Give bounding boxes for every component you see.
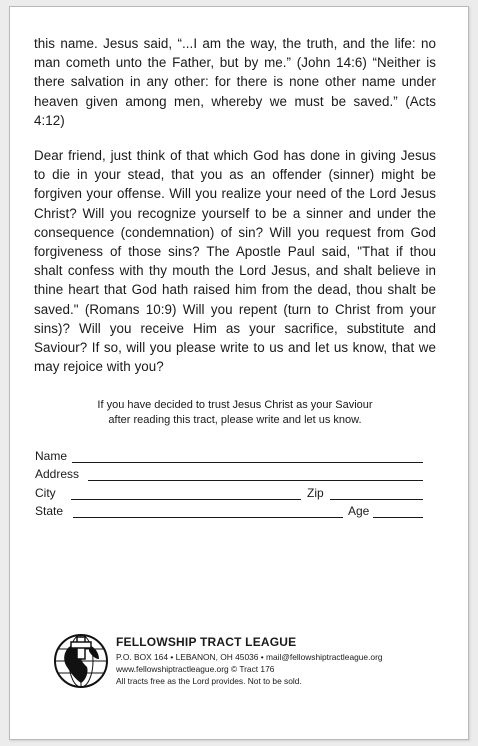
- name-field[interactable]: [35, 448, 423, 464]
- state-label: State: [35, 504, 64, 518]
- city-line[interactable]: [71, 499, 301, 500]
- zip-label: Zip: [307, 486, 324, 500]
- free-tracts-note: All tracts free as the Lord provides. Not to be sold.: [116, 676, 302, 686]
- age-label: Age: [348, 504, 370, 518]
- website-line: www.fellowshiptractleague.org © Tract 176: [116, 664, 275, 674]
- globe-cross-icon: [53, 633, 109, 689]
- organization-name: FELLOWSHIP TRACT LEAGUE: [116, 635, 297, 649]
- mailing-address: P.O. BOX 164 • LEBANON, OH 45036 • mail@fellowshiptractleague.org: [116, 652, 383, 662]
- name-label: Name: [35, 449, 68, 463]
- response-instructions: [34, 398, 436, 428]
- response-line-1: If you have decided to trust Jesus Christ as your Saviour: [97, 399, 373, 411]
- scripture-paragraph: this name. Jesus said, “...I am the way, the truth, and the life: no man cometh unto the Father, but by me.” (John 14:6) “Neither is there salvation in any other: for there is none other name under heaven given among men, whereby we must be saved.” (Acts 4:12): [34, 36, 436, 128]
- zip-line[interactable]: [330, 499, 423, 500]
- address-label: Address: [35, 467, 80, 481]
- address-line[interactable]: [88, 480, 423, 481]
- invitation-paragraph: Dear friend, just think of that which God has done in giving Jesus to die in your stead, that you as an offender (sinner) might be forgiven your offense. Will you realize your need of the Lord Jesus Christ? Will you recognize yourself to be a sinner and under the consequence (condemnation) of sin? Will you request from God forgiveness of those sins? The Apostle Paul said, "That if thou shalt confess with thy mouth the Lord Jesus, and shalt believe in thine heart that God hath raised him from the dead, thou shalt be saved." (Romans 10:9) Will you repent (turn to Christ from your sins)? Will you receive Him as your sacrifice, substitute and Saviour? If so, will you please write to us and let us know, that we may rejoice with you?: [34, 148, 436, 375]
- city-zip-field[interactable]: [35, 485, 423, 501]
- state-line[interactable]: [73, 517, 343, 518]
- name-line[interactable]: [72, 462, 423, 463]
- age-line[interactable]: [373, 517, 423, 518]
- address-field[interactable]: [35, 466, 423, 482]
- city-label: City: [35, 486, 56, 500]
- response-line-2: after reading this tract, please write and let us know.: [108, 414, 362, 426]
- state-age-field[interactable]: [35, 503, 423, 519]
